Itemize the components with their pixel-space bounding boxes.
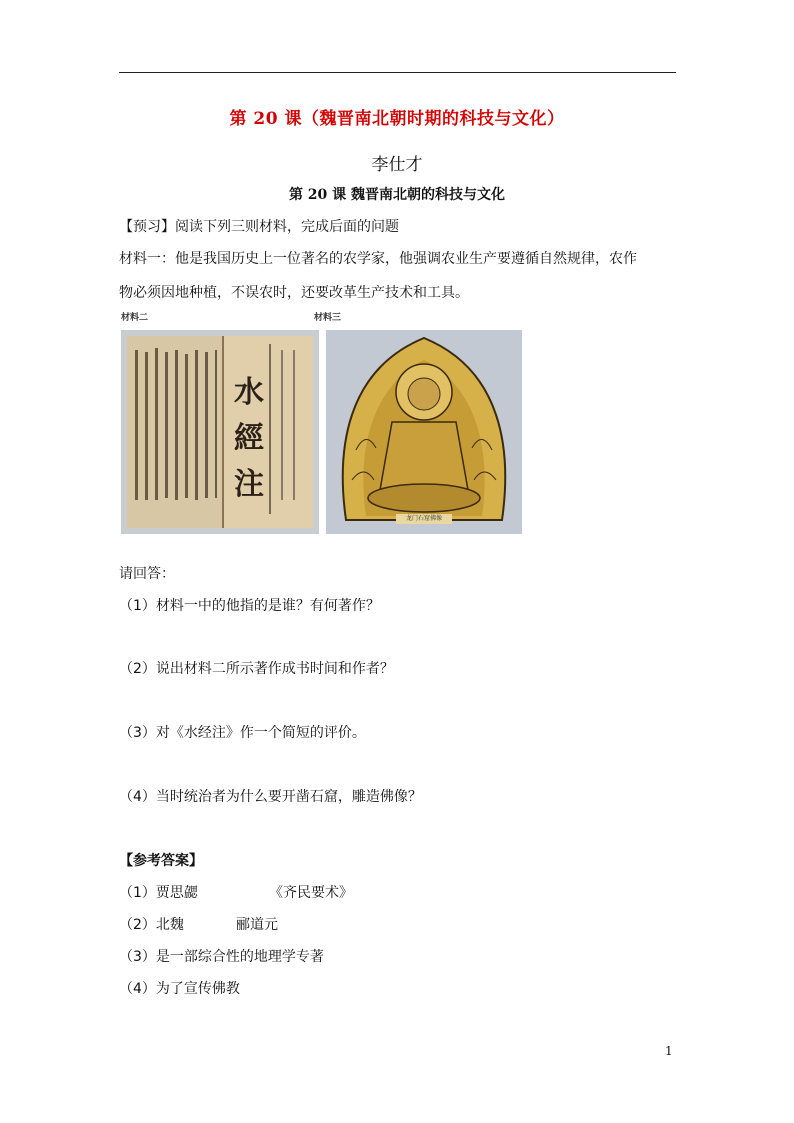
preview-intro: 【预习】阅读下列三则材料，完成后面的问题 — [119, 219, 399, 235]
buddha-photo-label: 龙门石窟佛像 — [405, 515, 442, 522]
answer-4: （4）为了宣传佛教 — [119, 981, 240, 997]
question-4: （4）当时统治者为什么要开凿石窟，雕造佛像？ — [119, 789, 422, 805]
buddha-illustration — [326, 330, 522, 534]
author-name: 李仕才 — [371, 155, 423, 175]
question-1: （1）材料一中的他指的是谁？有何著作？ — [119, 598, 380, 614]
page-title: 第 20 课（魏晋南北朝时期的科技与文化） — [229, 109, 565, 129]
answers-heading: 【参考答案】 — [119, 853, 203, 869]
image2-caption: 材料三 — [314, 313, 342, 323]
image1-caption: 材料二 — [121, 313, 149, 323]
answer-2 — [119, 914, 679, 934]
answer-2-dynasty: （2）北魏 — [119, 917, 184, 933]
shuijingzhu-book-image — [121, 330, 319, 534]
question-2: （2）说出材料二所示著作成书时间和作者？ — [119, 661, 394, 677]
page-number: 1 — [665, 1044, 673, 1058]
lesson-subtitle: 第 20 课 魏晋南北朝的科技与文化 — [288, 187, 506, 203]
answer-1-book: 《齐民要术》 — [269, 885, 353, 901]
header-rule — [119, 72, 676, 73]
answer-2-author: 郦道元 — [236, 917, 278, 933]
longmen-buddha-image — [326, 330, 522, 534]
answer-1 — [119, 882, 679, 902]
answer-prompt: 请回答： — [119, 566, 175, 582]
material1-line1: 材料一：他是我国历史上一位著名的农学家，他强调农业生产要遵循自然规律，农作 — [119, 251, 637, 267]
book-illustration — [121, 330, 319, 534]
answer-1-person: （1）贾思勰 — [119, 885, 198, 901]
question-3: （3）对《水经注》作一个简短的评价。 — [119, 725, 366, 741]
book-title-glyphs: 水 經 注 — [234, 375, 264, 502]
material1-line2: 物必须因地种植，不误农时，还要改革生产技术和工具。 — [119, 285, 469, 301]
answer-3: （3）是一部综合性的地理学专著 — [119, 949, 324, 965]
